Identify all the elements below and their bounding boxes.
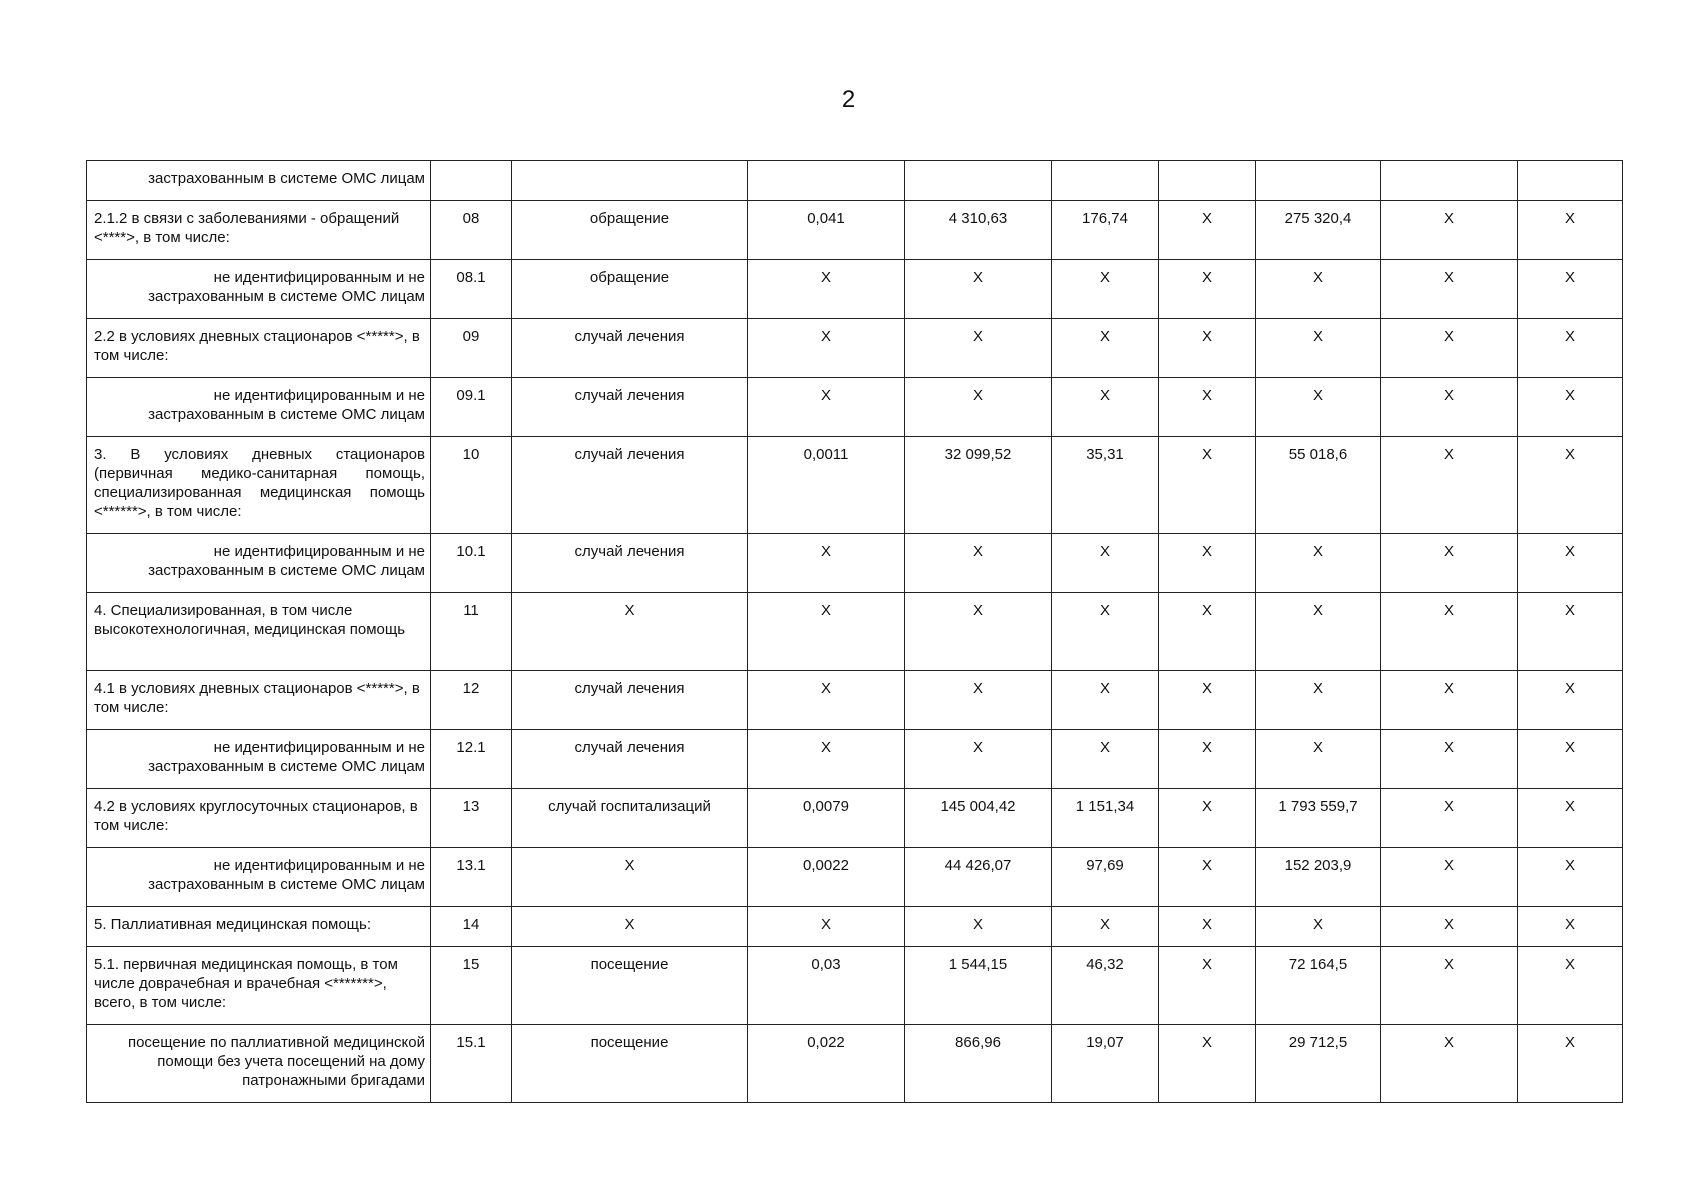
- value-cell-7: X: [1159, 947, 1256, 1025]
- value-cell-7: X: [1159, 789, 1256, 848]
- value-cell-6: X: [1052, 534, 1159, 593]
- value-cell-9: X: [1381, 593, 1518, 671]
- table-row: [87, 1025, 1623, 1103]
- unit-cell: X: [512, 593, 748, 671]
- row-code-cell: 08: [431, 201, 512, 260]
- value-cell-10: [1518, 161, 1623, 201]
- value-cell-6: X: [1052, 319, 1159, 378]
- row-code-cell: 10.1: [431, 534, 512, 593]
- value-cell-9: X: [1381, 437, 1518, 534]
- value-cell-5: X: [905, 671, 1052, 730]
- value-cell-8: X: [1256, 907, 1381, 947]
- value-cell-9: X: [1381, 319, 1518, 378]
- table-row: [87, 534, 1623, 593]
- value-cell-5: 1 544,15: [905, 947, 1052, 1025]
- value-cell-6: 19,07: [1052, 1025, 1159, 1103]
- value-cell-8: X: [1256, 260, 1381, 319]
- unit-cell: случай госпитализаций: [512, 789, 748, 848]
- row-code-cell: 13: [431, 789, 512, 848]
- value-cell-4: 0,0079: [748, 789, 905, 848]
- value-cell-5: 44 426,07: [905, 848, 1052, 907]
- unit-cell: обращение: [512, 260, 748, 319]
- unit-cell: посещение: [512, 947, 748, 1025]
- value-cell-4: X: [748, 593, 905, 671]
- value-cell-7: X: [1159, 437, 1256, 534]
- value-cell-10: X: [1518, 848, 1623, 907]
- row-code-cell: 11: [431, 593, 512, 671]
- row-name-cell: не идентифицированным и не застрахованным в системе ОМС лицам: [87, 730, 431, 789]
- row-name-cell: 5. Паллиативная медицинская помощь:: [87, 907, 431, 947]
- value-cell-9: X: [1381, 1025, 1518, 1103]
- value-cell-7: X: [1159, 378, 1256, 437]
- value-cell-6: X: [1052, 671, 1159, 730]
- value-cell-4: 0,0011: [748, 437, 905, 534]
- row-code-cell: 10: [431, 437, 512, 534]
- value-cell-4: X: [748, 671, 905, 730]
- value-cell-9: X: [1381, 671, 1518, 730]
- unit-cell: X: [512, 907, 748, 947]
- value-cell-8: 152 203,9: [1256, 848, 1381, 907]
- value-cell-5: 4 310,63: [905, 201, 1052, 260]
- page-number: 2: [841, 86, 856, 113]
- value-cell-10: X: [1518, 593, 1623, 671]
- value-cell-4: X: [748, 534, 905, 593]
- value-cell-8: X: [1256, 593, 1381, 671]
- unit-cell: обращение: [512, 201, 748, 260]
- data-table: [86, 160, 1623, 1103]
- value-cell-7: X: [1159, 593, 1256, 671]
- value-cell-9: X: [1381, 848, 1518, 907]
- row-code-cell: 12: [431, 671, 512, 730]
- table-row: [87, 671, 1623, 730]
- row-name-cell: 2.1.2 в связи с заболеваниями - обращений <****>, в том числе:: [87, 201, 431, 260]
- table-row: [87, 907, 1623, 947]
- unit-cell: случай лечения: [512, 378, 748, 437]
- row-code-cell: 09: [431, 319, 512, 378]
- value-cell-6: 35,31: [1052, 437, 1159, 534]
- value-cell-8: 55 018,6: [1256, 437, 1381, 534]
- table-row: [87, 789, 1623, 848]
- value-cell-8: 29 712,5: [1256, 1025, 1381, 1103]
- value-cell-10: X: [1518, 319, 1623, 378]
- row-name-cell: не идентифицированным и не застрахованным в системе ОМС лицам: [87, 378, 431, 437]
- value-cell-10: X: [1518, 730, 1623, 789]
- value-cell-4: X: [748, 378, 905, 437]
- value-cell-7: X: [1159, 319, 1256, 378]
- value-cell-4: X: [748, 907, 905, 947]
- unit-cell: посещение: [512, 1025, 748, 1103]
- value-cell-7: X: [1159, 907, 1256, 947]
- value-cell-6: [1052, 161, 1159, 201]
- value-cell-4: [748, 161, 905, 201]
- value-cell-5: 145 004,42: [905, 789, 1052, 848]
- value-cell-5: X: [905, 378, 1052, 437]
- value-cell-6: X: [1052, 260, 1159, 319]
- value-cell-6: X: [1052, 907, 1159, 947]
- row-name-cell: 2.2 в условиях дневных стационаров <*****>, в том числе:: [87, 319, 431, 378]
- value-cell-7: X: [1159, 848, 1256, 907]
- value-cell-9: X: [1381, 730, 1518, 789]
- value-cell-5: [905, 161, 1052, 201]
- value-cell-9: X: [1381, 534, 1518, 593]
- value-cell-9: X: [1381, 260, 1518, 319]
- value-cell-5: X: [905, 534, 1052, 593]
- value-cell-4: 0,0022: [748, 848, 905, 907]
- row-name-cell: 4. Специализированная, в том числе высокотехнологичная, медицинская помощь: [87, 593, 431, 671]
- value-cell-8: X: [1256, 319, 1381, 378]
- value-cell-10: X: [1518, 1025, 1623, 1103]
- value-cell-9: X: [1381, 201, 1518, 260]
- table-row: [87, 848, 1623, 907]
- value-cell-8: 1 793 559,7: [1256, 789, 1381, 848]
- value-cell-10: X: [1518, 260, 1623, 319]
- value-cell-4: X: [748, 319, 905, 378]
- table-row: [87, 201, 1623, 260]
- unit-cell: случай лечения: [512, 671, 748, 730]
- value-cell-5: X: [905, 907, 1052, 947]
- row-name-cell: не идентифицированным и не застрахованным в системе ОМС лицам: [87, 260, 431, 319]
- row-name-cell: 5.1. первичная медицинская помощь, в том числе доврачебная и врачебная <*******>, всего, в том числе:: [87, 947, 431, 1025]
- table-row: [87, 319, 1623, 378]
- unit-cell: случай лечения: [512, 319, 748, 378]
- row-name-cell: посещение по паллиативной медицинской помощи без учета посещений на дому патронажными бригадами: [87, 1025, 431, 1103]
- row-name-cell: 4.2 в условиях круглосуточных стационаров, в том числе:: [87, 789, 431, 848]
- value-cell-9: X: [1381, 907, 1518, 947]
- value-cell-10: X: [1518, 201, 1623, 260]
- value-cell-4: X: [748, 260, 905, 319]
- table-row: [87, 161, 1623, 201]
- value-cell-4: 0,041: [748, 201, 905, 260]
- value-cell-6: X: [1052, 378, 1159, 437]
- value-cell-4: 0,022: [748, 1025, 905, 1103]
- value-cell-4: X: [748, 730, 905, 789]
- value-cell-5: X: [905, 319, 1052, 378]
- row-name-cell: не идентифицированным и не застрахованным в системе ОМС лицам: [87, 848, 431, 907]
- row-code-cell: 09.1: [431, 378, 512, 437]
- row-code-cell: 15: [431, 947, 512, 1025]
- value-cell-8: X: [1256, 534, 1381, 593]
- value-cell-8: X: [1256, 671, 1381, 730]
- row-code-cell: 12.1: [431, 730, 512, 789]
- value-cell-9: [1381, 161, 1518, 201]
- value-cell-5: 32 099,52: [905, 437, 1052, 534]
- row-name-cell: 4.1 в условиях дневных стационаров <*****>, в том числе:: [87, 671, 431, 730]
- value-cell-8: 72 164,5: [1256, 947, 1381, 1025]
- value-cell-7: X: [1159, 671, 1256, 730]
- value-cell-7: [1159, 161, 1256, 201]
- value-cell-10: X: [1518, 947, 1623, 1025]
- value-cell-8: X: [1256, 730, 1381, 789]
- value-cell-8: X: [1256, 378, 1381, 437]
- value-cell-10: X: [1518, 534, 1623, 593]
- value-cell-7: X: [1159, 534, 1256, 593]
- row-name-cell: застрахованным в системе ОМС лицам: [87, 161, 431, 201]
- value-cell-9: X: [1381, 789, 1518, 848]
- value-cell-5: X: [905, 593, 1052, 671]
- value-cell-10: X: [1518, 907, 1623, 947]
- value-cell-6: 46,32: [1052, 947, 1159, 1025]
- row-code-cell: [431, 161, 512, 201]
- unit-cell: случай лечения: [512, 534, 748, 593]
- value-cell-9: X: [1381, 378, 1518, 437]
- value-cell-7: X: [1159, 730, 1256, 789]
- unit-cell: случай лечения: [512, 730, 748, 789]
- value-cell-7: X: [1159, 201, 1256, 260]
- unit-cell: [512, 161, 748, 201]
- value-cell-8: [1256, 161, 1381, 201]
- value-cell-10: X: [1518, 671, 1623, 730]
- value-cell-10: X: [1518, 789, 1623, 848]
- value-cell-6: 1 151,34: [1052, 789, 1159, 848]
- row-name-cell: 3. В условиях дневных стационаров (первичная медико-санитарная помощь, специализированная медицинская помощь <******>, в том числе:: [87, 437, 431, 534]
- value-cell-9: X: [1381, 947, 1518, 1025]
- table-row: [87, 593, 1623, 671]
- row-code-cell: 08.1: [431, 260, 512, 319]
- table-row: [87, 437, 1623, 534]
- value-cell-6: 176,74: [1052, 201, 1159, 260]
- value-cell-8: 275 320,4: [1256, 201, 1381, 260]
- value-cell-5: 866,96: [905, 1025, 1052, 1103]
- value-cell-4: 0,03: [748, 947, 905, 1025]
- table-row: [87, 947, 1623, 1025]
- value-cell-7: X: [1159, 260, 1256, 319]
- value-cell-5: X: [905, 730, 1052, 789]
- row-code-cell: 15.1: [431, 1025, 512, 1103]
- table-row: [87, 730, 1623, 789]
- value-cell-6: 97,69: [1052, 848, 1159, 907]
- row-code-cell: 13.1: [431, 848, 512, 907]
- value-cell-10: X: [1518, 437, 1623, 534]
- unit-cell: случай лечения: [512, 437, 748, 534]
- value-cell-7: X: [1159, 1025, 1256, 1103]
- value-cell-10: X: [1518, 378, 1623, 437]
- row-name-cell: не идентифицированным и не застрахованным в системе ОМС лицам: [87, 534, 431, 593]
- row-code-cell: 14: [431, 907, 512, 947]
- table-row: [87, 378, 1623, 437]
- value-cell-5: X: [905, 260, 1052, 319]
- unit-cell: X: [512, 848, 748, 907]
- value-cell-6: X: [1052, 730, 1159, 789]
- table-row: [87, 260, 1623, 319]
- value-cell-6: X: [1052, 593, 1159, 671]
